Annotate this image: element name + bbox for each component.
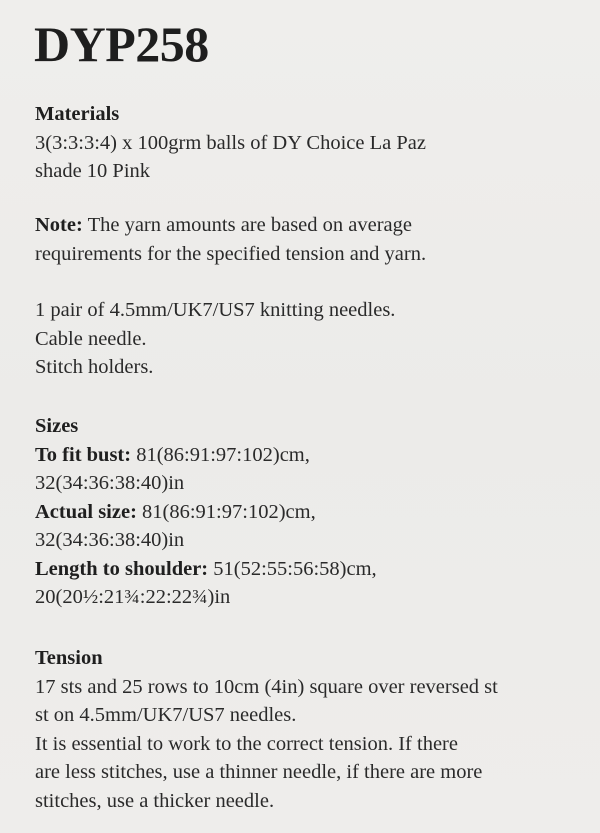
tension-line: st on 4.5mm/UK7/US7 needles.: [35, 704, 297, 726]
materials-line: 3(3:3:3:4) x 100grm balls of DY Choice La Paz: [35, 131, 426, 154]
sizes-section: [35, 412, 377, 612]
materials-section: [35, 100, 426, 186]
size-value-cm: 81(86:91:97:102)cm,: [131, 443, 310, 466]
size-value-cm: 81(86:91:97:102)cm,: [136, 500, 316, 523]
size-row-actual: [35, 498, 377, 527]
size-label: To fit bust:: [35, 443, 132, 466]
equipment-section: [35, 296, 395, 382]
tension-line: stitches, use a thicker needle.: [35, 789, 275, 812]
tension-section: [35, 644, 498, 815]
note-label: Note:: [35, 214, 83, 236]
tension-line: It is essential to work to the correct tension. If there: [35, 732, 458, 755]
note-text: The yarn amounts are based on average: [82, 214, 413, 236]
tension-heading: Tension: [35, 647, 103, 669]
size-value-in: 32(34:36:38:40)in: [35, 472, 185, 494]
tension-line: are less stitches, use a thinner needle, if there are more: [35, 761, 483, 783]
note-line: [35, 211, 426, 240]
materials-line: shade 10 Pink: [35, 160, 151, 182]
equipment-stitch-holders: Stitch holders.: [35, 356, 154, 378]
sizes-heading: Sizes: [35, 415, 79, 437]
equipment-cable-needle: Cable needle.: [35, 327, 147, 350]
note-line: requirements for the specified tension and yarn.: [35, 242, 427, 265]
equipment-needles: 1 pair of 4.5mm/UK7/US7 knitting needles.: [35, 299, 396, 321]
materials-heading: Materials: [35, 103, 120, 125]
pattern-code-title: DYP258: [34, 16, 209, 72]
size-row-length: [35, 555, 377, 584]
size-value-cm: 51(52:55:56:58)cm,: [208, 557, 377, 580]
size-label: Actual size:: [35, 500, 137, 523]
tension-line: 17 sts and 25 rows to 10cm (4in) square over reversed st: [35, 675, 498, 698]
note-section: [35, 211, 426, 268]
size-label: Length to shoulder:: [35, 557, 209, 580]
size-value-in: 32(34:36:38:40)in: [35, 529, 185, 551]
size-row-bust: [35, 441, 377, 470]
size-value-in: 20(20½:21¾:22:22¾)in: [35, 586, 231, 608]
